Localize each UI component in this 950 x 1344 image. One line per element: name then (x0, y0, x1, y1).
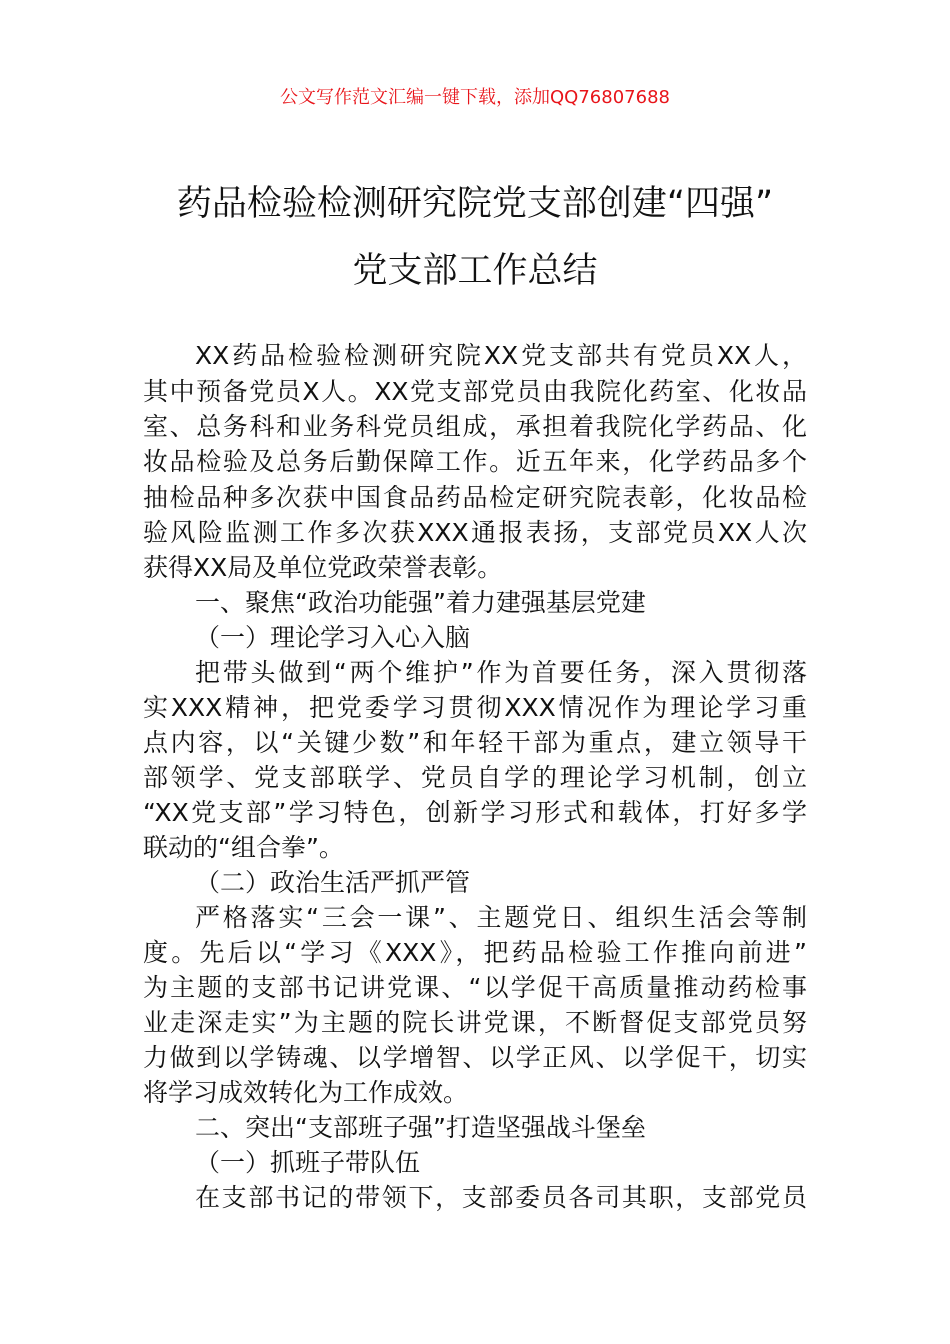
document-title-line-1: 药品检验检测研究院党支部创建“四强” (176, 184, 774, 224)
paragraph-line: 验风险监测工作多次获XXX通报表扬，支部党员XX人次 (143, 518, 807, 547)
subsection-heading: （一）理论学习入心入脑 (195, 623, 471, 652)
paragraph-line: 获得XX局及单位党政荣誉表彰。 (143, 553, 503, 582)
paragraph-line: 室、总务科和业务科党员组成，承担着我院化学药品、化 (143, 412, 807, 441)
paragraph-line: 力做到以学铸魂、以学增智、以学正风、以学促干，切实 (143, 1043, 807, 1072)
document-title-line-2: 党支部工作总结 (352, 251, 598, 291)
subsection-heading: （一）抓班子带队伍 (195, 1148, 421, 1177)
paragraph-line: 度。先后以“学习《XXX》，把药品检验工作推向前进” (143, 938, 807, 967)
paragraph-line: 点内容，以“关键少数”和年轻干部为重点，建立领导干 (143, 728, 807, 757)
paragraph-line: 为主题的支部书记讲党课、“以学促干高质量推动药检事 (143, 973, 807, 1002)
paragraph-line: 其中预备党员X人。XX党支部党员由我院化药室、化妆品 (143, 377, 807, 406)
paragraph-line: XX药品检验检测研究院XX党支部共有党员XX人， (195, 341, 807, 370)
paragraph-line: 将学习成效转化为工作成效。 (143, 1078, 469, 1107)
paragraph-line: “XX党支部”学习特色，创新学习形式和载体，打好多学 (143, 798, 807, 827)
section-heading: 二、突出“支部班子强”打造坚强战斗堡垒 (195, 1113, 646, 1142)
section-heading: 一、聚焦“政治功能强”着力建强基层党建 (195, 588, 646, 617)
paragraph-line: 部领学、党支部联学、党员自学的理论学习机制，创立 (143, 763, 807, 792)
promo-header: 公文写作范文汇编一键下载，添加QQ76807688 (280, 87, 670, 108)
paragraph-line: 妆品检验及总务后勤保障工作。近五年来，化学药品多个 (143, 447, 807, 476)
paragraph-line: 业走深走实”为主题的院长讲党课，不断督促支部党员努 (143, 1008, 807, 1037)
paragraph-line: 抽检品种多次获中国食品药品检定研究院表彰，化妆品检 (143, 483, 807, 512)
subsection-heading: （二）政治生活严抓严管 (195, 868, 471, 897)
paragraph-line: 在支部书记的带领下，支部委员各司其职，支部党员 (195, 1183, 807, 1212)
paragraph-line: 实XXX精神，把党委学习贯彻XXX情况作为理论学习重 (143, 693, 807, 722)
paragraph-line: 严格落实“三会一课”、主题党日、组织生活会等制 (195, 903, 807, 932)
paragraph-line: 联动的“组合拳”。 (143, 833, 344, 862)
paragraph-line: 把带头做到“两个维护”作为首要任务，深入贯彻落 (195, 658, 807, 687)
